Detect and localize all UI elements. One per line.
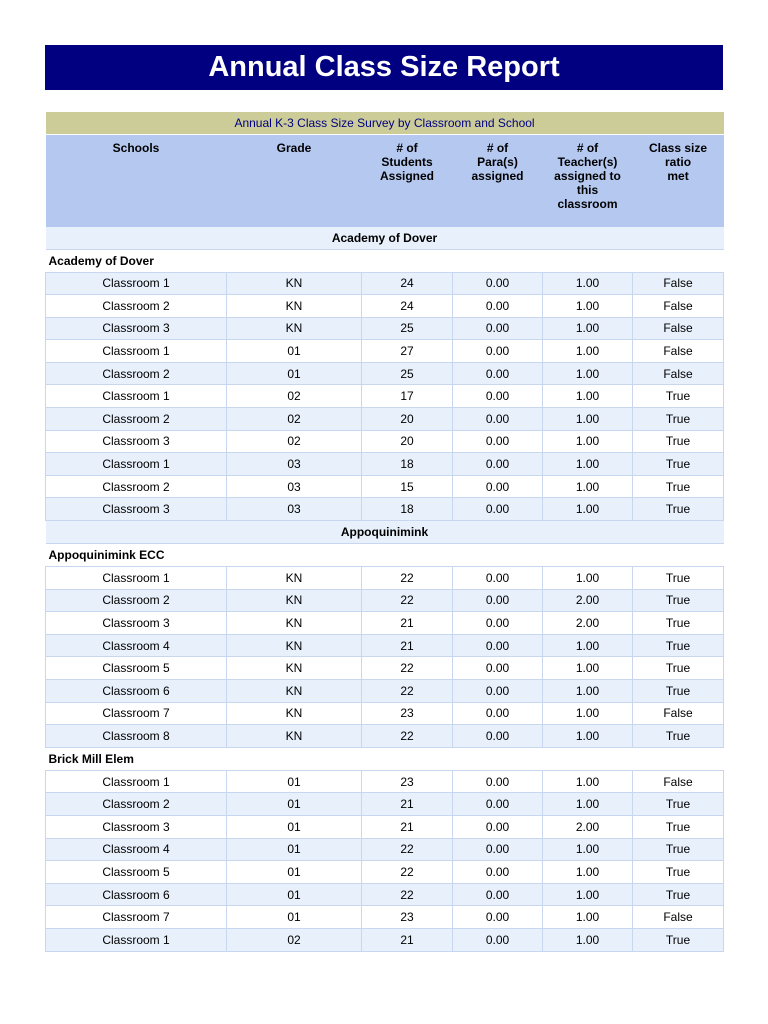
cell-ratio-met: True [633, 928, 724, 951]
cell-classroom: Classroom 1 [46, 453, 227, 476]
cell-teachers: 1.00 [543, 680, 633, 703]
cell-grade: KN [227, 634, 362, 657]
table-row [46, 498, 724, 521]
cell-grade: 01 [227, 770, 362, 793]
cell-paras: 0.00 [453, 385, 543, 408]
school-header-row [46, 249, 724, 272]
cell-students: 21 [362, 928, 453, 951]
cell-grade: 01 [227, 861, 362, 884]
cell-teachers: 1.00 [543, 702, 633, 725]
cell-classroom: Classroom 5 [46, 861, 227, 884]
cell-paras: 0.00 [453, 815, 543, 838]
cell-students: 22 [362, 680, 453, 703]
cell-grade: KN [227, 612, 362, 635]
cell-grade: 01 [227, 815, 362, 838]
cell-paras: 0.00 [453, 475, 543, 498]
cell-ratio-met: False [633, 362, 724, 385]
col-header-ratio: Class size ratio met [633, 135, 724, 227]
cell-ratio-met: True [633, 793, 724, 816]
cell-paras: 0.00 [453, 702, 543, 725]
table-row [46, 702, 724, 725]
cell-students: 21 [362, 612, 453, 635]
cell-grade: KN [227, 317, 362, 340]
cell-ratio-met: False [633, 770, 724, 793]
cell-teachers: 2.00 [543, 589, 633, 612]
cell-paras: 0.00 [453, 408, 543, 431]
cell-grade: 01 [227, 906, 362, 929]
cell-classroom: Classroom 4 [46, 634, 227, 657]
cell-paras: 0.00 [453, 928, 543, 951]
cell-classroom: Classroom 1 [46, 770, 227, 793]
cell-grade: KN [227, 702, 362, 725]
cell-ratio-met: False [633, 702, 724, 725]
cell-grade: 01 [227, 793, 362, 816]
cell-grade: 01 [227, 362, 362, 385]
cell-teachers: 1.00 [543, 362, 633, 385]
cell-students: 25 [362, 317, 453, 340]
table-row [46, 861, 724, 884]
cell-classroom: Classroom 7 [46, 906, 227, 929]
cell-grade: KN [227, 567, 362, 590]
cell-teachers: 1.00 [543, 725, 633, 748]
table-row [46, 815, 724, 838]
cell-ratio-met: True [633, 475, 724, 498]
cell-grade: 02 [227, 408, 362, 431]
cell-students: 22 [362, 861, 453, 884]
cell-ratio-met: True [633, 883, 724, 906]
table-row [46, 317, 724, 340]
cell-teachers: 1.00 [543, 567, 633, 590]
table-row [46, 793, 724, 816]
cell-ratio-met: False [633, 295, 724, 318]
table-row [46, 883, 724, 906]
cell-students: 25 [362, 362, 453, 385]
table-row [46, 567, 724, 590]
cell-teachers: 1.00 [543, 838, 633, 861]
cell-teachers: 1.00 [543, 475, 633, 498]
cell-paras: 0.00 [453, 362, 543, 385]
table-body [46, 112, 724, 951]
school-name: Academy of Dover [46, 249, 724, 272]
cell-grade: KN [227, 657, 362, 680]
cell-paras: 0.00 [453, 317, 543, 340]
district-name: Academy of Dover [46, 227, 724, 250]
cell-grade: KN [227, 725, 362, 748]
cell-classroom: Classroom 4 [46, 838, 227, 861]
cell-classroom: Classroom 6 [46, 883, 227, 906]
district-header-row [46, 227, 724, 250]
cell-paras: 0.00 [453, 567, 543, 590]
cell-teachers: 1.00 [543, 793, 633, 816]
report-title: Annual Class Size Report [45, 45, 723, 90]
cell-classroom: Classroom 3 [46, 498, 227, 521]
cell-grade: 01 [227, 883, 362, 906]
column-header-row [46, 135, 724, 227]
school-header-row [46, 544, 724, 567]
cell-teachers: 1.00 [543, 883, 633, 906]
cell-paras: 0.00 [453, 589, 543, 612]
cell-students: 17 [362, 385, 453, 408]
table-row [46, 272, 724, 295]
cell-teachers: 1.00 [543, 657, 633, 680]
table-row [46, 612, 724, 635]
table-row [46, 634, 724, 657]
cell-classroom: Classroom 1 [46, 567, 227, 590]
cell-teachers: 1.00 [543, 498, 633, 521]
cell-paras: 0.00 [453, 883, 543, 906]
cell-paras: 0.00 [453, 680, 543, 703]
cell-teachers: 1.00 [543, 317, 633, 340]
class-size-table [45, 112, 724, 952]
cell-students: 27 [362, 340, 453, 363]
cell-paras: 0.00 [453, 861, 543, 884]
cell-students: 20 [362, 430, 453, 453]
cell-grade: 02 [227, 928, 362, 951]
cell-classroom: Classroom 2 [46, 589, 227, 612]
table-row [46, 475, 724, 498]
school-header-row [46, 747, 724, 770]
col-header-students: # of Students Assigned [362, 135, 453, 227]
cell-paras: 0.00 [453, 770, 543, 793]
cell-ratio-met: True [633, 725, 724, 748]
cell-teachers: 1.00 [543, 634, 633, 657]
district-name: Appoquinimink [46, 521, 724, 544]
table-row [46, 657, 724, 680]
cell-grade: KN [227, 680, 362, 703]
table-row [46, 725, 724, 748]
cell-grade: 02 [227, 430, 362, 453]
cell-classroom: Classroom 7 [46, 702, 227, 725]
cell-paras: 0.00 [453, 340, 543, 363]
cell-classroom: Classroom 2 [46, 475, 227, 498]
cell-teachers: 1.00 [543, 295, 633, 318]
cell-teachers: 2.00 [543, 612, 633, 635]
cell-ratio-met: True [633, 634, 724, 657]
table-row [46, 770, 724, 793]
cell-students: 23 [362, 770, 453, 793]
cell-paras: 0.00 [453, 838, 543, 861]
cell-ratio-met: True [633, 838, 724, 861]
cell-grade: 03 [227, 498, 362, 521]
cell-teachers: 1.00 [543, 928, 633, 951]
cell-ratio-met: True [633, 612, 724, 635]
cell-classroom: Classroom 3 [46, 317, 227, 340]
table-row [46, 838, 724, 861]
cell-ratio-met: True [633, 680, 724, 703]
cell-teachers: 1.00 [543, 385, 633, 408]
cell-teachers: 1.00 [543, 430, 633, 453]
cell-students: 20 [362, 408, 453, 431]
district-header-row [46, 521, 724, 544]
cell-classroom: Classroom 3 [46, 430, 227, 453]
cell-students: 21 [362, 634, 453, 657]
table-row [46, 906, 724, 929]
cell-grade: 03 [227, 453, 362, 476]
cell-ratio-met: True [633, 815, 724, 838]
cell-grade: KN [227, 589, 362, 612]
cell-paras: 0.00 [453, 612, 543, 635]
cell-paras: 0.00 [453, 793, 543, 816]
table-row [46, 589, 724, 612]
cell-students: 23 [362, 702, 453, 725]
table-row [46, 340, 724, 363]
cell-grade: KN [227, 295, 362, 318]
cell-ratio-met: False [633, 906, 724, 929]
cell-ratio-met: False [633, 317, 724, 340]
cell-students: 22 [362, 838, 453, 861]
cell-students: 21 [362, 793, 453, 816]
cell-classroom: Classroom 1 [46, 340, 227, 363]
table-row [46, 385, 724, 408]
cell-ratio-met: True [633, 657, 724, 680]
cell-grade: 01 [227, 838, 362, 861]
cell-ratio-met: True [633, 408, 724, 431]
cell-grade: 01 [227, 340, 362, 363]
cell-teachers: 1.00 [543, 906, 633, 929]
cell-classroom: Classroom 1 [46, 385, 227, 408]
cell-students: 22 [362, 725, 453, 748]
cell-ratio-met: True [633, 453, 724, 476]
col-header-schools: Schools [46, 135, 227, 227]
cell-grade: 03 [227, 475, 362, 498]
table-row [46, 362, 724, 385]
cell-classroom: Classroom 3 [46, 815, 227, 838]
cell-classroom: Classroom 2 [46, 408, 227, 431]
cell-ratio-met: True [633, 385, 724, 408]
cell-grade: KN [227, 272, 362, 295]
table-row [46, 928, 724, 951]
cell-paras: 0.00 [453, 657, 543, 680]
cell-paras: 0.00 [453, 430, 543, 453]
cell-classroom: Classroom 1 [46, 928, 227, 951]
survey-title-row [46, 112, 724, 135]
cell-ratio-met: True [633, 861, 724, 884]
cell-ratio-met: True [633, 567, 724, 590]
survey-title: Annual K-3 Class Size Survey by Classroom and School [46, 112, 724, 135]
cell-classroom: Classroom 8 [46, 725, 227, 748]
cell-students: 18 [362, 498, 453, 521]
cell-students: 15 [362, 475, 453, 498]
cell-ratio-met: False [633, 272, 724, 295]
cell-grade: 02 [227, 385, 362, 408]
cell-classroom: Classroom 3 [46, 612, 227, 635]
cell-classroom: Classroom 6 [46, 680, 227, 703]
table-row [46, 680, 724, 703]
cell-classroom: Classroom 1 [46, 272, 227, 295]
cell-paras: 0.00 [453, 634, 543, 657]
cell-students: 22 [362, 883, 453, 906]
table-row [46, 453, 724, 476]
cell-ratio-met: True [633, 589, 724, 612]
cell-paras: 0.00 [453, 453, 543, 476]
cell-paras: 0.00 [453, 906, 543, 929]
cell-teachers: 1.00 [543, 861, 633, 884]
cell-paras: 0.00 [453, 498, 543, 521]
cell-students: 22 [362, 567, 453, 590]
cell-students: 24 [362, 295, 453, 318]
cell-paras: 0.00 [453, 272, 543, 295]
table-row [46, 295, 724, 318]
cell-classroom: Classroom 2 [46, 362, 227, 385]
cell-paras: 0.00 [453, 295, 543, 318]
cell-teachers: 1.00 [543, 340, 633, 363]
col-header-teachers: # of Teacher(s) assigned to this classroom [543, 135, 633, 227]
table-row [46, 408, 724, 431]
cell-students: 21 [362, 815, 453, 838]
cell-students: 24 [362, 272, 453, 295]
cell-teachers: 1.00 [543, 408, 633, 431]
cell-students: 22 [362, 657, 453, 680]
cell-students: 18 [362, 453, 453, 476]
col-header-grade: Grade [227, 135, 362, 227]
cell-classroom: Classroom 2 [46, 793, 227, 816]
cell-ratio-met: False [633, 340, 724, 363]
cell-ratio-met: True [633, 498, 724, 521]
cell-students: 23 [362, 906, 453, 929]
cell-teachers: 1.00 [543, 453, 633, 476]
cell-students: 22 [362, 589, 453, 612]
table-row [46, 430, 724, 453]
col-header-paras: # of Para(s) assigned [453, 135, 543, 227]
cell-classroom: Classroom 2 [46, 295, 227, 318]
cell-teachers: 2.00 [543, 815, 633, 838]
cell-paras: 0.00 [453, 725, 543, 748]
cell-classroom: Classroom 5 [46, 657, 227, 680]
cell-ratio-met: True [633, 430, 724, 453]
school-name: Brick Mill Elem [46, 747, 724, 770]
cell-teachers: 1.00 [543, 770, 633, 793]
cell-teachers: 1.00 [543, 272, 633, 295]
school-name: Appoquinimink ECC [46, 544, 724, 567]
